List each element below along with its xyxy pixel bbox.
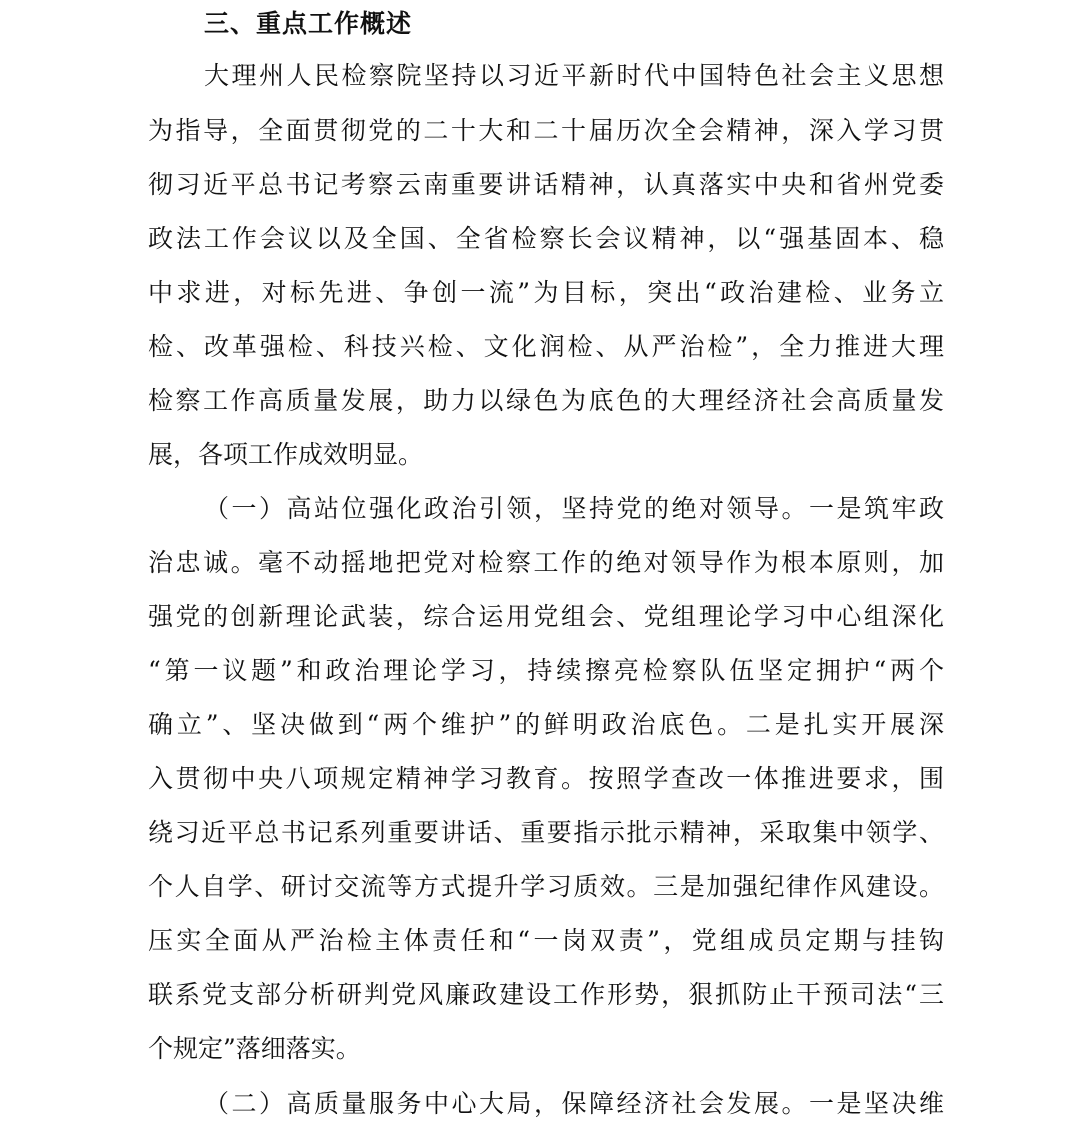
- paragraph-line: （一）高站位强化政治引领，坚持党的绝对领导。一是筑牢政: [204, 494, 944, 523]
- paragraph-line: （二）高质量服务中心大局，保障经济社会发展。一是坚决维: [204, 1089, 944, 1118]
- paragraph-line: 个规定”落细落实。: [148, 1034, 361, 1063]
- paragraph-line: 中求进，对标先进、争创一流”为目标，突出“政治建检、业务立: [148, 278, 944, 307]
- paragraph-line: 展，各项工作成效明显。: [148, 440, 424, 469]
- paragraph-line: 入贯彻中央八项规定精神学习教育。按照学查改一体推进要求，围: [148, 764, 944, 793]
- paragraph-line: 确立”、坚决做到“两个维护”的鲜明政治底色。二是扎实开展深: [148, 710, 944, 739]
- paragraph-line: “第一议题”和政治理论学习，持续擦亮检察队伍坚定拥护“两个: [148, 656, 944, 685]
- paragraph-line: 政法工作会议以及全国、全省检察长会议精神，以“强基固本、稳: [148, 224, 944, 253]
- paragraph-line: 绕习近平总书记系列重要讲话、重要指示批示精神，采取集中领学、: [148, 818, 944, 847]
- paragraph-line: 检察工作高质量发展，助力以绿色为底色的大理经济社会高质量发: [148, 386, 944, 415]
- paragraph-line: 为指导，全面贯彻党的二十大和二十届历次全会精神，深入学习贯: [148, 116, 944, 145]
- paragraph-line: 压实全面从严治检主体责任和“一岗双责”，党组成员定期与挂钩: [148, 926, 944, 955]
- paragraph-line: 强党的创新理论武装，综合运用党组会、党组理论学习中心组深化: [148, 602, 944, 631]
- section-heading: 三、重点工作概述: [204, 9, 413, 38]
- paragraph-line: 联系党支部分析研判党风廉政建设工作形势，狠抓防止干预司法“三: [148, 980, 944, 1009]
- paragraph-line: 个人自学、研讨交流等方式提升学习质效。三是加强纪律作风建设。: [148, 872, 944, 901]
- paragraph-line: 治忠诚。毫不动摇地把党对检察工作的绝对领导作为根本原则，加: [148, 548, 944, 577]
- paragraph-line: 大理州人民检察院坚持以习近平新时代中国特色社会主义思想: [204, 61, 944, 90]
- paragraph-line: 彻习近平总书记考察云南重要讲话精神，认真落实中央和省州党委: [148, 170, 944, 199]
- paragraph-line: 检、改革强检、科技兴检、文化润检、从严治检”，全力推进大理: [148, 332, 944, 361]
